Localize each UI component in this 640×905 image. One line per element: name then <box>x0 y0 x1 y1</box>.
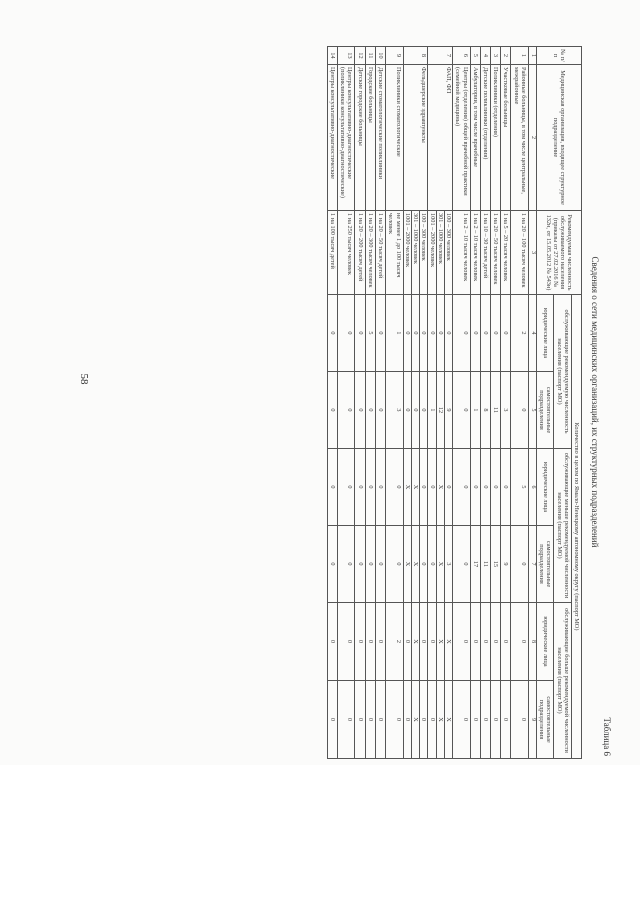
table-row <box>491 47 501 759</box>
table-row <box>501 47 511 759</box>
header-separate: самостоятельные подразделения <box>536 372 553 449</box>
value-cell: 8 <box>480 372 490 449</box>
value-cell: 0 <box>420 372 428 449</box>
value-cell: 0 <box>355 372 365 449</box>
column-number: 4 <box>528 295 536 372</box>
organization-name: Центры консультативно-диагностические <box>327 65 337 211</box>
header-legal: юридические лица <box>536 603 553 681</box>
value-cell: 0 <box>327 295 337 372</box>
header-sub-more: обслуживающие больше рекомендуемой численности населения (паспорт МО) <box>554 603 571 759</box>
value-cell: 0 <box>511 603 528 681</box>
value-cell: 0 <box>491 295 501 372</box>
organization-name: Детские стоматологические поликлиники <box>375 65 385 211</box>
recommended-population: 301 – 1000 человек <box>436 211 444 295</box>
column-number: 8 <box>528 603 536 681</box>
organization-name: Участковые больницы <box>501 65 511 211</box>
value-cell: 0 <box>355 449 365 526</box>
value-cell: 0 <box>386 681 403 759</box>
value-cell: 0 <box>470 681 480 759</box>
organization-name: Районные больницы, в том числе центральные, межрайонные <box>511 65 528 211</box>
value-cell: 1 <box>428 372 436 449</box>
recommended-population: 301 – 1000 человек <box>411 211 419 295</box>
value-cell: X <box>436 526 444 603</box>
value-cell: 3 <box>501 372 511 449</box>
value-cell: 0 <box>453 526 470 603</box>
value-cell: X <box>411 526 419 603</box>
value-cell: 17 <box>470 526 480 603</box>
table-row <box>420 47 428 759</box>
organization-name: Центры (отделения) общей врачебной практики (семейной медицины) <box>453 65 470 211</box>
value-cell: 0 <box>365 449 375 526</box>
table-row <box>444 47 452 759</box>
organization-name: Детские поликлиники (отделения) <box>480 65 490 211</box>
value-cell: 0 <box>403 372 411 449</box>
row-number: 11 <box>365 47 375 65</box>
value-cell: 0 <box>444 449 452 526</box>
row-number: 7 <box>428 47 453 65</box>
value-cell: 0 <box>403 681 411 759</box>
value-cell: X <box>403 449 411 526</box>
organization-name: Фельдшерские здравпункты <box>403 65 428 211</box>
recommended-population: 1 на 250 тысяч человек <box>338 211 355 295</box>
value-cell: 0 <box>355 295 365 372</box>
value-cell: 0 <box>491 681 501 759</box>
value-cell: 0 <box>386 449 403 526</box>
value-cell: 0 <box>411 372 419 449</box>
value-cell: 0 <box>375 681 385 759</box>
value-cell: 0 <box>365 603 375 681</box>
value-cell: 0 <box>375 526 385 603</box>
row-number: 6 <box>453 47 470 65</box>
organization-name: Центры консультативно-диагностические (поликлиники консультативно-диагностические) <box>338 65 355 211</box>
recommended-population: 1 на 10 – 30 тысяч детей <box>480 211 490 295</box>
recommended-population: 1 на 20 – 300 тысяч человек <box>365 211 375 295</box>
header-legal: юридические лица <box>536 449 553 526</box>
value-cell: 15 <box>491 526 501 603</box>
value-cell: 0 <box>375 449 385 526</box>
value-cell: 0 <box>355 526 365 603</box>
row-number: 13 <box>338 47 355 65</box>
organization-name: Поликлиники (отделения) <box>491 65 501 211</box>
organization-name: Городские больницы <box>365 65 375 211</box>
value-cell: 0 <box>327 681 337 759</box>
value-cell: X <box>411 681 419 759</box>
value-cell: 0 <box>365 526 375 603</box>
value-cell: 0 <box>403 295 411 372</box>
header-legal: юридические лица <box>536 295 553 372</box>
value-cell: 0 <box>428 603 436 681</box>
value-cell: 9 <box>444 372 452 449</box>
value-cell: 3 <box>386 372 403 449</box>
value-cell: X <box>436 681 444 759</box>
value-cell: X <box>444 603 452 681</box>
value-cell: 5 <box>365 295 375 372</box>
value-cell: 0 <box>365 681 375 759</box>
recommended-population: 1001 – 2000 человек <box>428 211 436 295</box>
rotated-content <box>102 42 612 762</box>
value-cell: 0 <box>511 681 528 759</box>
value-cell: 5 <box>511 449 528 526</box>
table-row <box>365 47 375 759</box>
header-separate: самостоятельные подразделения <box>536 526 553 603</box>
value-cell: 0 <box>338 681 355 759</box>
row-number: 10 <box>375 47 385 65</box>
recommended-population: 1 на 5 – 20 тысяч человек <box>501 211 511 295</box>
value-cell: 0 <box>420 526 428 603</box>
row-number: 3 <box>491 47 501 65</box>
row-number: 9 <box>386 47 403 65</box>
value-cell: 0 <box>501 681 511 759</box>
value-cell: 0 <box>420 681 428 759</box>
value-cell: X <box>411 449 419 526</box>
value-cell: 0 <box>436 295 444 372</box>
value-cell: 0 <box>327 372 337 449</box>
value-cell: 0 <box>428 295 436 372</box>
recommended-population: 1 на 20 – 200 тысяч детей <box>355 211 365 295</box>
value-cell: X <box>444 681 452 759</box>
value-cell: 0 <box>365 372 375 449</box>
value-cell: 11 <box>480 526 490 603</box>
value-cell: 0 <box>375 372 385 449</box>
organization-name: Детские городские больницы <box>355 65 365 211</box>
table-row <box>375 47 385 759</box>
header-sub-less: обслуживающие меньше рекомендуемой численности населения (паспорт МО) <box>554 449 571 603</box>
value-cell: 0 <box>327 526 337 603</box>
value-cell: 0 <box>470 603 480 681</box>
table-row <box>355 47 365 759</box>
recommended-population: 1 на 20 – 100 тысяч человек <box>511 211 528 295</box>
table-label: Таблица 6 <box>602 717 612 756</box>
value-cell: 0 <box>411 295 419 372</box>
row-number: 5 <box>470 47 480 65</box>
header-group-total: Количество в целом по Ямало-Ненецкому автономному округу (паспорт МО) <box>571 295 581 759</box>
value-cell: 0 <box>420 295 428 372</box>
table-row <box>511 47 528 759</box>
table-title: Сведения о сети медицинских организаций, их структурных подразделений <box>590 256 600 548</box>
header-sub-recommended: обслуживающие рекомендуемую численность населения (паспорт МО) <box>554 295 571 449</box>
medical-network-table <box>327 46 582 759</box>
column-number: 7 <box>528 526 536 603</box>
value-cell: 0 <box>338 449 355 526</box>
value-cell: 0 <box>375 603 385 681</box>
value-cell: 0 <box>480 603 490 681</box>
value-cell: 0 <box>375 295 385 372</box>
table-row <box>470 47 480 759</box>
table-row <box>386 47 403 759</box>
column-number: 3 <box>528 211 536 295</box>
organization-name: Поликлиники стоматологические <box>386 65 403 211</box>
column-number: 2 <box>528 65 536 211</box>
value-cell: 0 <box>501 603 511 681</box>
row-number: 4 <box>480 47 490 65</box>
value-cell: 0 <box>480 449 490 526</box>
value-cell: 0 <box>444 295 452 372</box>
table-row <box>338 47 355 759</box>
organization-name: Амбулатории, в том числе врачебные <box>470 65 480 211</box>
value-cell: 0 <box>470 295 480 372</box>
value-cell: 11 <box>491 372 501 449</box>
value-cell: 0 <box>420 449 428 526</box>
column-number: 9 <box>528 681 536 759</box>
page-number: 58 <box>78 373 90 385</box>
value-cell: X <box>436 603 444 681</box>
value-cell: 0 <box>453 295 470 372</box>
header-organization: Медицинская организация, входящее структурное подразделение <box>536 65 581 211</box>
value-cell: 9 <box>501 526 511 603</box>
recommended-population: 1 на 20 – 50 тысяч человек <box>491 211 501 295</box>
value-cell: 0 <box>338 372 355 449</box>
value-cell: 1 <box>386 295 403 372</box>
row-number: 12 <box>355 47 365 65</box>
value-cell: 0 <box>338 526 355 603</box>
header-separate: самостоятельные подразделения <box>536 681 553 759</box>
column-number-row <box>528 47 536 759</box>
value-cell: 0 <box>453 603 470 681</box>
table-row <box>480 47 490 759</box>
value-cell: 0 <box>428 526 436 603</box>
row-number: 2 <box>501 47 511 65</box>
value-cell: 3 <box>444 526 452 603</box>
value-cell: 0 <box>501 449 511 526</box>
value-cell: 0 <box>428 449 436 526</box>
value-cell: 0 <box>327 449 337 526</box>
value-cell: 2 <box>511 295 528 372</box>
value-cell: 0 <box>511 526 528 603</box>
value-cell: 0 <box>453 372 470 449</box>
recommended-population: не менее 1 до 100 тысяч человек <box>386 211 403 295</box>
value-cell: 0 <box>453 449 470 526</box>
value-cell: 0 <box>403 603 411 681</box>
value-cell: 0 <box>453 681 470 759</box>
scan-margin <box>0 765 640 905</box>
row-number: 1 <box>511 47 528 65</box>
value-cell: 0 <box>470 449 480 526</box>
table-row <box>327 47 337 759</box>
value-cell: X <box>403 526 411 603</box>
value-cell: 0 <box>355 681 365 759</box>
value-cell: 0 <box>501 295 511 372</box>
row-number: 14 <box>327 47 337 65</box>
organization-name: ФАП, ФП <box>428 65 453 211</box>
value-cell: 0 <box>491 449 501 526</box>
value-cell: 12 <box>436 372 444 449</box>
recommended-population: 1 на 2 – 10 тысяч человек <box>470 211 480 295</box>
recommended-population: 1 на 20 – 50 тысяч детей <box>375 211 385 295</box>
recommended-population: 1001 – 2000 человек <box>403 211 411 295</box>
recommended-population: 100 – 300 человек <box>420 211 428 295</box>
value-cell: 0 <box>386 526 403 603</box>
value-cell: X <box>411 603 419 681</box>
value-cell: 0 <box>338 603 355 681</box>
value-cell: 0 <box>327 603 337 681</box>
value-cell: 0 <box>428 681 436 759</box>
value-cell: 0 <box>338 295 355 372</box>
recommended-population: 1 на 2 – 10 тысяч человек <box>453 211 470 295</box>
recommended-population: 100 – 300 человек <box>444 211 452 295</box>
value-cell: 0 <box>355 603 365 681</box>
row-number: 8 <box>403 47 428 65</box>
header-recommended: Рекомендуемая численность обслуживаемого населения (приказы от 27.02.2016 № 132н, от 15.05.2012 № 543н) <box>536 211 581 295</box>
value-cell: X <box>436 449 444 526</box>
value-cell: 0 <box>511 372 528 449</box>
column-number: 1 <box>528 47 536 65</box>
value-cell: 2 <box>386 603 403 681</box>
value-cell: 0 <box>420 603 428 681</box>
recommended-population: 1 на 100 тысяч детей <box>327 211 337 295</box>
header-no: № п/п <box>536 47 581 65</box>
table-row <box>453 47 470 759</box>
column-number: 6 <box>528 449 536 526</box>
value-cell: 1 <box>470 372 480 449</box>
rotated-content-frame <box>102 42 612 762</box>
column-number: 5 <box>528 372 536 449</box>
value-cell: 0 <box>480 681 490 759</box>
value-cell: 0 <box>491 603 501 681</box>
value-cell: 0 <box>480 295 490 372</box>
